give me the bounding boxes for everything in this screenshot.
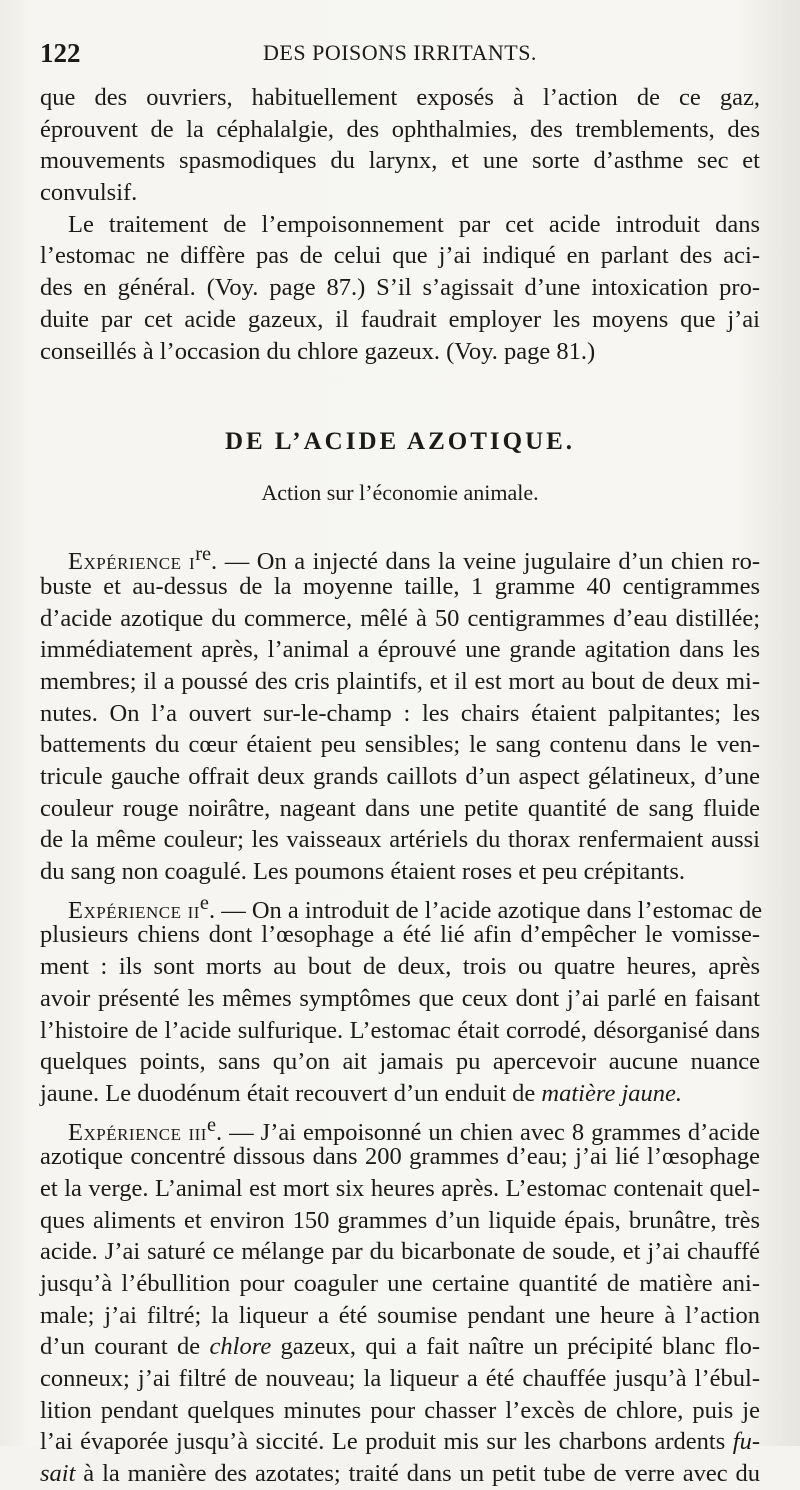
text-line: d’acide azotique du commerce, mêlé à 50 centigrammes d’eau distillée;: [40, 604, 760, 632]
experiment-heading-line: [40, 539, 760, 576]
spacer: [40, 461, 760, 475]
text-line: quelques points, sans qu’on ait jamais pu apercevoir aucune nuance: [40, 1048, 760, 1076]
experiment-text: . — J’ai empoisonné un chien avec 8 grammes d’acide: [216, 1118, 761, 1146]
text-line: plusieurs chiens dont l’œsophage a été lié afin d’empêcher le vomisse-: [40, 921, 760, 949]
text-line: des en général. (Voy. page 87.) S’il s’agissait d’une intoxication pro-: [40, 274, 760, 302]
text-line: mouvements spasmodiques du larynx, et une sorte d’asthme sec et: [40, 147, 760, 175]
experiment-text: . — On a introduit de l’acide azotique dans l’estomac de: [208, 896, 763, 924]
page-number: 122: [40, 38, 81, 68]
text-line: battements du cœur étaient peu sensibles; le sang contenu dans le ven-: [40, 731, 760, 759]
experiment-label: Expérience: [68, 896, 182, 924]
text-line: jusqu’à l’ébullition pour coaguler une certaine quantité de matière ani-: [40, 1270, 760, 1297]
text-run: d’un courant de: [40, 1333, 210, 1361]
experiment-ordinal: e: [206, 1113, 217, 1136]
text-line: du sang non coagulé. Les poumons étaient roses et peu crépitants.: [40, 858, 685, 886]
text-line: azotique concentré dissous dans 200 grammes d’eau; j’ai lié l’œsophage: [40, 1143, 760, 1171]
experiment-1: [40, 539, 760, 888]
text-line: male; j’ai filtré; la liqueur a été soumise pendant une heure à l’action: [40, 1301, 760, 1329]
spacer: [40, 511, 760, 539]
text-line: de la même couleur; les vaisseaux artériels du thorax renfermaient aussi: [40, 826, 760, 854]
experiment-ordinal: e: [199, 891, 209, 914]
text-run: jaune. Le duodénum était recouvert d’un enduit de: [40, 1079, 542, 1107]
italic-run: chlore: [209, 1333, 272, 1361]
italic-run: sait: [40, 1460, 76, 1488]
text-line: [40, 1458, 760, 1490]
text-run: gazeux, qui a fait naître un précipité blanc flo-: [271, 1333, 761, 1361]
experiment-heading-line: [40, 1110, 761, 1146]
experiment-2: [40, 888, 763, 1110]
running-title: DES POISONS IRRITANTS.: [263, 40, 537, 65]
text-line: avoir présenté les mêmes symptômes que ceux dont j’ai parlé en faisant: [40, 984, 760, 1012]
paragraph-gas-effects: [40, 82, 760, 209]
experiment-ordinal: re: [195, 543, 212, 566]
text-line: membres; il a poussé des cris plaintifs, et il est mort au bout de deux mi-: [40, 667, 760, 695]
experiment-label: Expérience: [68, 1118, 182, 1146]
text-line: éprouvent de la céphalalgie, des ophthalmies, des tremblements, des: [40, 115, 760, 143]
italic-run: matière jaune.: [541, 1079, 683, 1107]
text-line: l’estomac ne diffère pas de celui que j’ai indiqué en parlant des aci-: [40, 242, 760, 270]
text-run: à la manière des azotates; traité dans un petit tube de verre avec du: [75, 1460, 760, 1488]
experiment-numeral: i: [189, 548, 196, 576]
experiment-3: [40, 1110, 760, 1490]
text-line: Le traitement de l’empoisonnement par cet acide introduit dans: [68, 210, 760, 238]
spacer: [40, 367, 760, 395]
text-line: l’histoire de l’acide sulfurique. L’estomac était corrodé, désorganisé dans: [40, 1016, 760, 1044]
text-line: conneux; j’ai filtré de nouveau; la liqueur a été chauffée jusqu’à l’ébul-: [40, 1365, 760, 1393]
text-line: couleur rouge noirâtre, nageant dans une petite quantité de sang fluide: [40, 794, 760, 822]
text-line: convulsif.: [40, 179, 138, 207]
text-line: ment : ils sont morts au bout de deux, trois ou quatre heures, après: [40, 953, 760, 981]
text-line: [40, 1331, 760, 1363]
page-body: [40, 82, 763, 1490]
spacer: [40, 395, 760, 423]
experiment-heading-line: [40, 888, 763, 924]
section-title: DE L’ACIDE AZOTIQUE.: [224, 428, 576, 456]
text-run: l’ai évaporée jusqu’à siccité. Le produit mis sur les charbons ardents: [40, 1428, 733, 1456]
text-line: et la verge. L’animal est mort six heures après. L’estomac contenait quel-: [40, 1174, 760, 1202]
paragraph-treatment: [40, 209, 760, 367]
text-line: immédiatement après, l’animal a éprouvé une grande agitation dans les: [40, 636, 760, 664]
text-line: duite par cet acide gazeux, il faudrait employer les moyens que j’ai: [40, 305, 760, 333]
experiment-numeral: iii: [188, 1118, 207, 1146]
section-subtitle: Action sur l’économie animale.: [261, 480, 539, 506]
running-head: [40, 34, 760, 82]
text-line: [40, 1426, 760, 1458]
text-line: lition pendant quelques minutes pour chasser l’excès de chlore, puis je: [40, 1396, 760, 1424]
text-line: que des ouvriers, habituellement exposés à l’action de ce gaz,: [40, 84, 760, 111]
text-line: conseillés à l’occasion du chlore gazeux. (Voy. page 81.): [40, 337, 596, 365]
text-line: tricule gauche offrait deux grands caillots d’un aspect gélatineux, d’une: [40, 763, 760, 790]
italic-run: fu-: [732, 1428, 760, 1456]
experiment-numeral: ii: [187, 896, 200, 924]
experiment-text: . — On a injecté dans la veine jugulaire d’un chien ro-: [211, 548, 760, 576]
text-line: [40, 1078, 760, 1110]
text-line: nutes. On l’a ouvert sur-le-champ : les chairs étaient palpitantes; les: [40, 699, 760, 727]
text-line: acide. J’ai saturé ce mélange par du bicarbonate de soude, et j’ai chauffé: [40, 1238, 760, 1266]
text-line: buste et au-dessus de la moyenne taille, 1 gramme 40 centigrammes: [40, 572, 760, 600]
text-line: ques aliments et environ 150 grammes d’un liquide épais, brunâtre, très: [40, 1206, 760, 1234]
experiment-label: Expérience: [68, 548, 182, 576]
